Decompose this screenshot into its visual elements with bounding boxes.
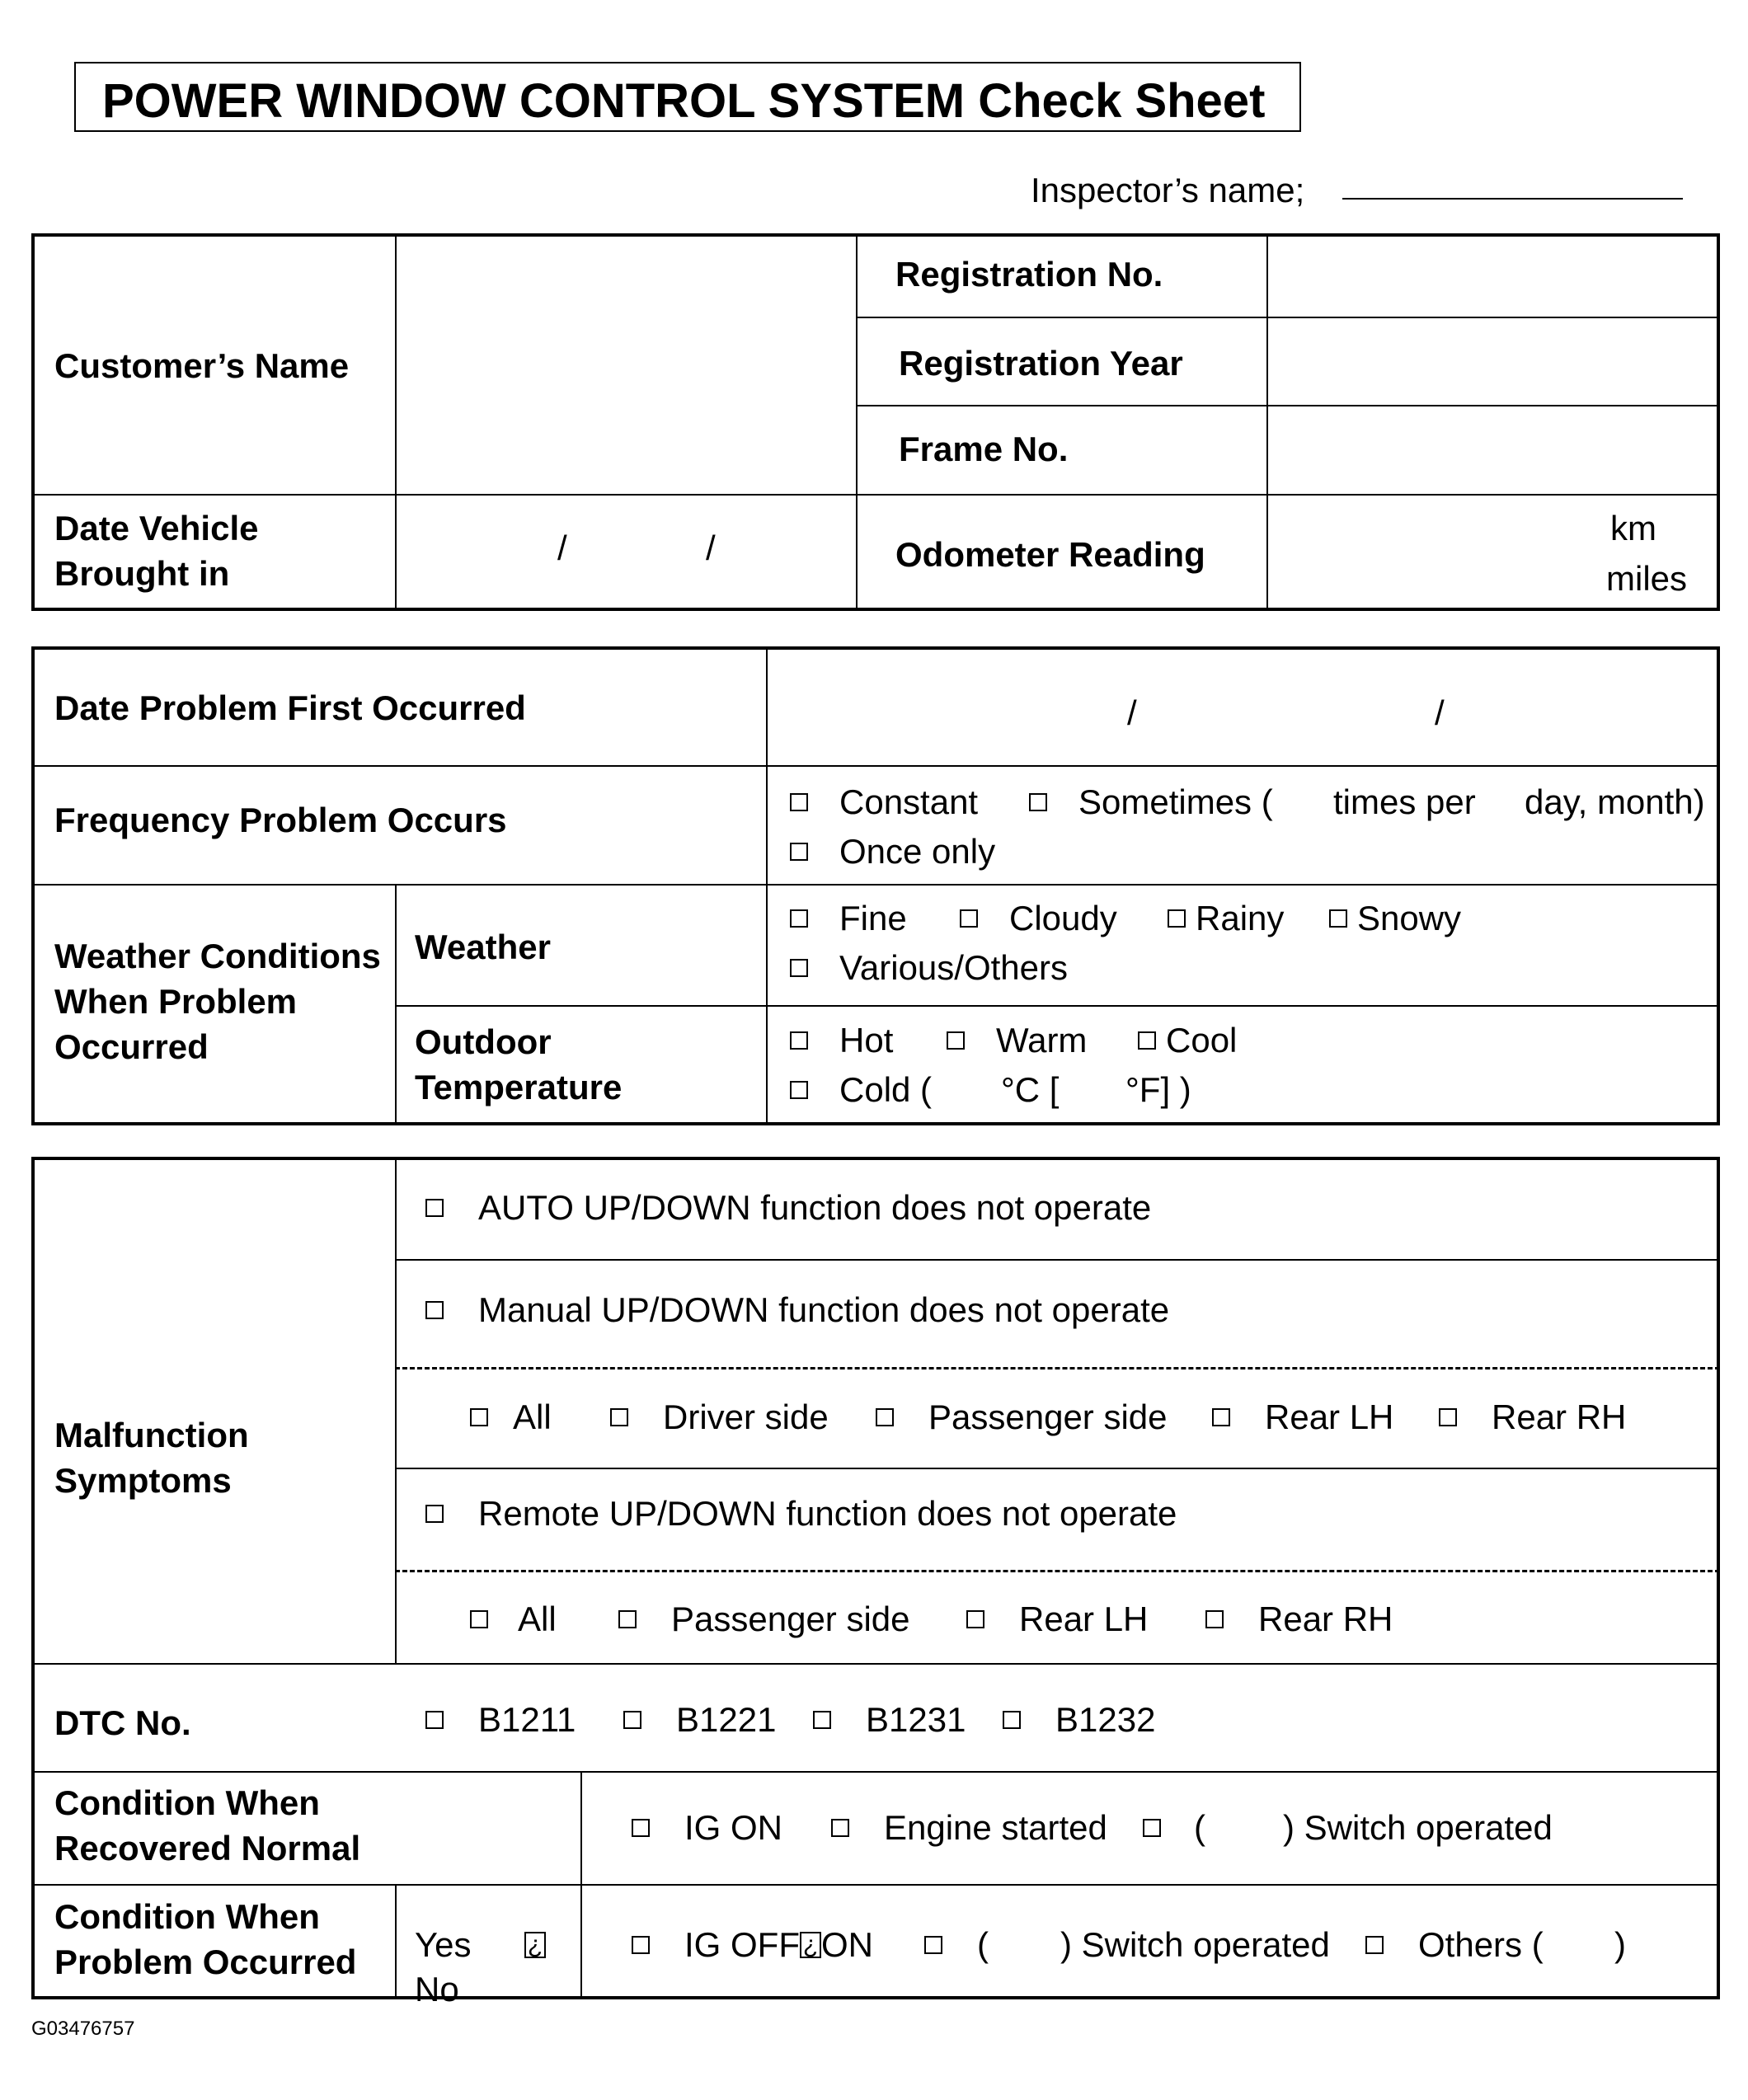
checkbox[interactable]: [610, 1408, 628, 1426]
checkbox[interactable]: [1143, 1819, 1161, 1837]
dtc-label: DTC No.: [54, 1703, 191, 1742]
manual-rear-rh-option[interactable]: Rear RH: [1439, 1395, 1626, 1440]
recovered-ig-on-option[interactable]: IG ON: [632, 1806, 782, 1851]
checkbox[interactable]: [425, 1199, 444, 1217]
temp-cool-option[interactable]: Cool: [1138, 1018, 1237, 1064]
checkbox[interactable]: [470, 1408, 488, 1426]
recovered-engine-started-option[interactable]: Engine started: [831, 1806, 1107, 1851]
dtc-b1231-option[interactable]: B1231: [813, 1698, 966, 1743]
occurred-switch-option[interactable]: (: [924, 1923, 989, 1968]
checkbox[interactable]: [947, 1031, 965, 1050]
auto-updown-option[interactable]: AUTO UP/DOWN function does not operate: [425, 1186, 1151, 1231]
freq-once-option[interactable]: Once only: [790, 829, 995, 875]
registration-no-label: Registration No.: [895, 255, 1163, 294]
malfunction-symptoms-label: Malfunction: [54, 1416, 249, 1454]
checkbox[interactable]: [1205, 1610, 1224, 1628]
vehicle-info-table: [31, 233, 1720, 611]
yes-label: Yes: [415, 1925, 472, 1964]
weather-conditions-label: Weather Conditions: [54, 937, 381, 975]
checkbox[interactable]: [831, 1819, 849, 1837]
weather-cloudy-option[interactable]: Cloudy: [960, 896, 1117, 942]
figure-id: G03476757: [31, 2018, 135, 2040]
dtc-b1221-option[interactable]: B1221: [623, 1698, 776, 1743]
checkbox[interactable]: [1439, 1408, 1457, 1426]
checkbox[interactable]: [632, 1936, 650, 1954]
manual-updown-option[interactable]: Manual UP/DOWN function does not operate: [425, 1288, 1169, 1333]
date-brought-label: Date Vehicle: [54, 509, 259, 547]
manual-rear-lh-option[interactable]: Rear LH: [1212, 1395, 1393, 1440]
checkbox[interactable]: [618, 1610, 637, 1628]
checkbox[interactable]: [790, 843, 808, 861]
condition-recovered-label: Condition When: [54, 1783, 320, 1822]
checkbox[interactable]: [960, 909, 978, 928]
checkbox[interactable]: [1329, 909, 1347, 928]
checkbox[interactable]: [1003, 1711, 1021, 1729]
occurred-others-option[interactable]: Others (: [1365, 1923, 1544, 1968]
dtc-b1232-option[interactable]: B1232: [1003, 1698, 1155, 1743]
temp-warm-option[interactable]: Warm: [947, 1018, 1087, 1064]
remote-passenger-option[interactable]: Passenger side: [618, 1597, 910, 1642]
miles-unit: miles: [1606, 559, 1688, 598]
checkbox[interactable]: [1168, 909, 1186, 928]
checkbox[interactable]: [425, 1505, 444, 1523]
page-title: POWER WINDOW CONTROL SYSTEM Check Sheet: [102, 74, 1266, 128]
checkbox[interactable]: [1365, 1936, 1384, 1954]
km-unit: km: [1610, 509, 1656, 547]
outdoor-temperature-label: Outdoor: [415, 1022, 552, 1061]
dtc-b1211-option[interactable]: B1211: [425, 1698, 576, 1743]
temp-cold-option[interactable]: Cold (: [790, 1068, 932, 1113]
checkbox[interactable]: [1029, 793, 1047, 811]
occurred-ig-off-option[interactable]: IG OFF ¿ON: [632, 1923, 873, 1968]
checkbox[interactable]: [425, 1711, 444, 1729]
title-box: [74, 62, 1301, 132]
weather-snowy-option[interactable]: Snowy: [1329, 896, 1461, 942]
checkbox[interactable]: [876, 1408, 894, 1426]
checkbox[interactable]: [1138, 1031, 1156, 1050]
manual-all-option[interactable]: All: [470, 1395, 552, 1440]
date-slash: /: [557, 529, 567, 567]
checkbox[interactable]: [470, 1610, 488, 1628]
symptoms-table: [31, 1157, 1720, 1999]
checkbox[interactable]: [623, 1711, 641, 1729]
weather-various-option[interactable]: Various/Others: [790, 946, 1068, 991]
remote-all-option[interactable]: All: [470, 1597, 557, 1642]
remote-rear-rh-option[interactable]: Rear RH: [1205, 1597, 1393, 1642]
date-slash: /: [706, 529, 716, 567]
checkbox[interactable]: [790, 959, 808, 977]
checkbox[interactable]: [425, 1301, 444, 1319]
checkbox[interactable]: [790, 793, 808, 811]
customer-name-label: Customer’s Name: [54, 346, 350, 385]
checkbox[interactable]: [790, 909, 808, 928]
checkbox[interactable]: [1212, 1408, 1230, 1426]
remote-updown-option[interactable]: Remote UP/DOWN function does not operate: [425, 1492, 1177, 1537]
weather-label: Weather: [415, 928, 551, 966]
arrow-icon: ¿: [524, 1932, 546, 1958]
frame-no-label: Frame No.: [899, 430, 1069, 468]
odometer-label: Odometer Reading: [895, 535, 1205, 574]
recovered-switch-option[interactable]: (: [1143, 1806, 1205, 1851]
inspector-label: Inspector’s name;: [1031, 171, 1305, 209]
freq-constant-option[interactable]: Constant: [790, 780, 978, 825]
freq-sometimes-option[interactable]: Sometimes (: [1029, 780, 1273, 825]
checkbox[interactable]: [813, 1711, 831, 1729]
inspector-name-line[interactable]: [1342, 198, 1683, 200]
checkbox[interactable]: [966, 1610, 984, 1628]
manual-passenger-option[interactable]: Passenger side: [876, 1395, 1168, 1440]
weather-rainy-option[interactable]: Rainy: [1168, 896, 1284, 942]
checkbox[interactable]: [790, 1031, 808, 1050]
manual-driver-option[interactable]: Driver side: [610, 1395, 829, 1440]
condition-occurred-label: Condition When: [54, 1897, 320, 1936]
checkbox[interactable]: [632, 1819, 650, 1837]
frequency-label: Frequency Problem Occurs: [54, 801, 507, 839]
remote-rear-lh-option[interactable]: Rear LH: [966, 1597, 1148, 1642]
registration-year-label: Registration Year: [899, 344, 1183, 383]
checkbox[interactable]: [924, 1936, 942, 1954]
weather-fine-option[interactable]: Fine: [790, 896, 907, 942]
no-label: No: [415, 1970, 459, 2008]
date-first-label: Date Problem First Occurred: [54, 688, 526, 727]
checkbox[interactable]: [790, 1081, 808, 1099]
temp-hot-option[interactable]: Hot: [790, 1018, 893, 1064]
arrow-icon: ¿: [800, 1932, 821, 1958]
